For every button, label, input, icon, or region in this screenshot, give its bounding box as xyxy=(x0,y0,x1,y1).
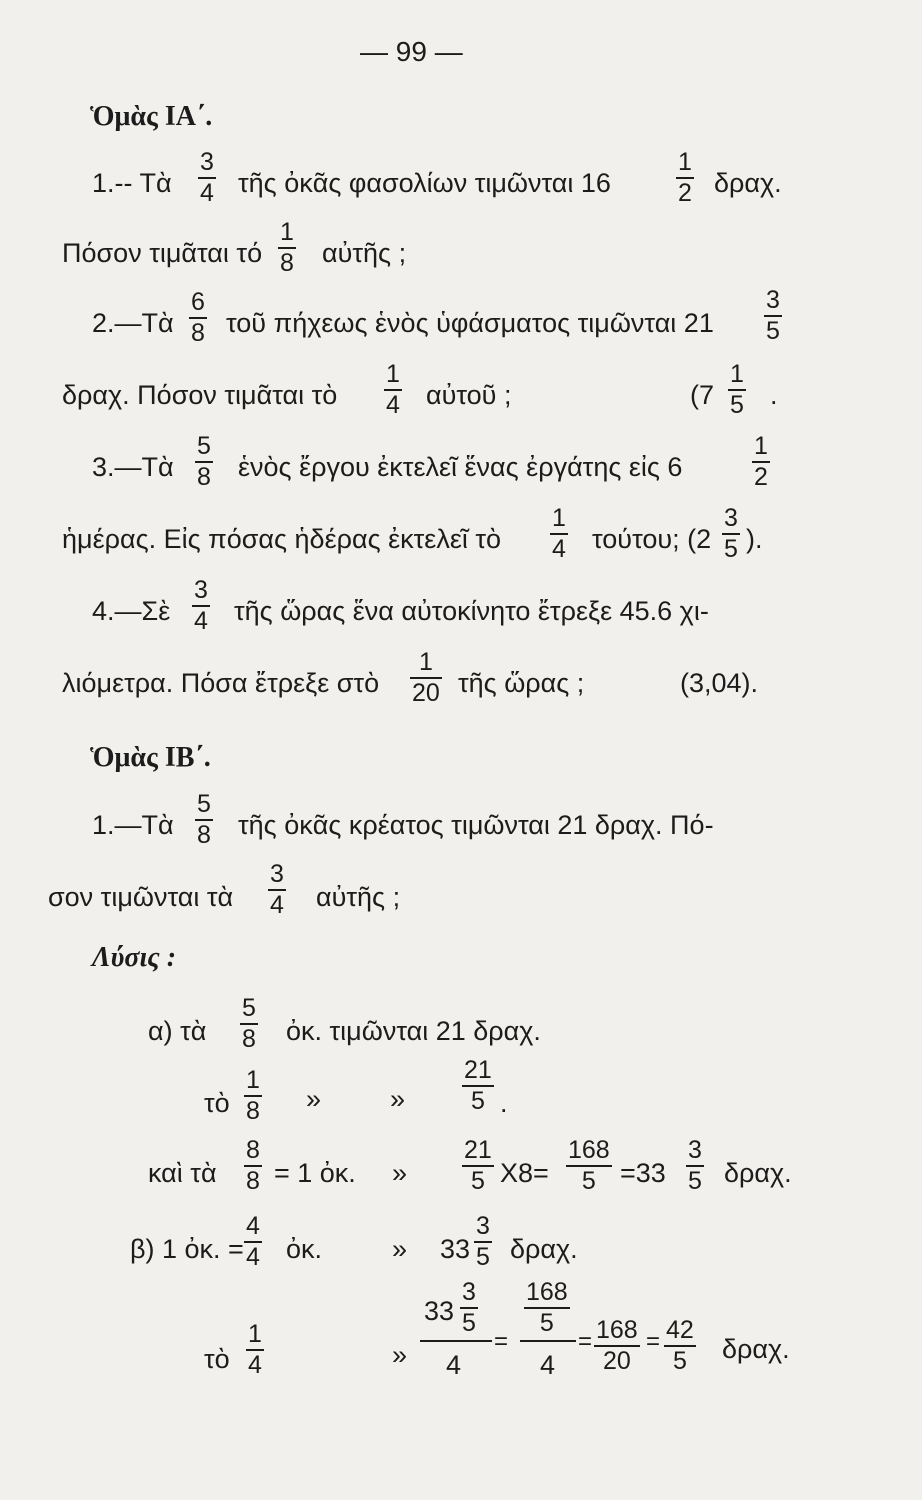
equals-sign: = xyxy=(494,1328,509,1355)
solution-label: Λύσις : xyxy=(92,942,177,973)
problem-b1-number: 1.—Τὰ xyxy=(92,810,174,840)
equals-sign: = xyxy=(646,1328,661,1355)
problem-3-question-end: τούτου; (2 xyxy=(592,524,712,554)
fraction: 168 5 xyxy=(568,1136,610,1195)
ditto-mark: » xyxy=(392,1234,408,1264)
fraction: 3 5 xyxy=(476,1212,490,1271)
fraction: 1 20 xyxy=(412,648,440,707)
fraction: 3 5 xyxy=(724,504,738,563)
compound-denominator: 4 xyxy=(540,1350,556,1380)
fraction: 3 4 xyxy=(194,576,208,635)
fraction: 1 4 xyxy=(552,504,566,563)
problem-2-question: δραχ. Πόσον τιμᾶται τὸ xyxy=(62,380,338,410)
fraction: 1 4 xyxy=(248,1320,262,1379)
problem-b1-question-end: αὐτῆς ; xyxy=(316,882,401,912)
fraction-bar xyxy=(520,1340,576,1342)
ditto-mark: » xyxy=(390,1084,406,1114)
fraction: 168 20 xyxy=(596,1316,638,1375)
problem-3-answer-end: ). xyxy=(746,524,763,554)
solution-a-label: α) τὰ xyxy=(148,1016,207,1046)
fraction: 3 4 xyxy=(270,860,284,919)
compound-denominator: 4 xyxy=(446,1350,462,1380)
ditto-mark: » xyxy=(306,1084,322,1114)
solution-e-unit: δραχ. xyxy=(722,1334,790,1364)
solution-b-label: τὸ xyxy=(204,1088,230,1118)
problem-4-question-end: τῆς ὥρας ; xyxy=(458,668,585,698)
section-title-group-a: Ὁμὰς ΙΑ΄. xyxy=(90,101,213,132)
fraction: 3 4 xyxy=(200,148,214,207)
problem-1-number: 1.-- Τὰ xyxy=(92,168,172,198)
problem-2-answer-end: . xyxy=(770,380,778,410)
fraction: 3 5 xyxy=(462,1278,476,1337)
fraction: 8 8 xyxy=(246,1136,260,1195)
fraction: 5 8 xyxy=(197,432,211,491)
fraction: 21 5 xyxy=(464,1136,492,1195)
solution-c-times: X8= xyxy=(500,1158,549,1188)
problem-4-question: λιόμετρα. Πόσα ἔτρεξε στὸ xyxy=(62,668,380,698)
fraction: 1 2 xyxy=(754,432,768,491)
fraction: 3 5 xyxy=(766,286,780,345)
problem-2-question-end: αὐτοῦ ; xyxy=(426,380,512,410)
problem-4-number: 4.—Σὲ xyxy=(92,596,171,626)
solution-c-unit: δραχ. xyxy=(724,1158,792,1188)
solution-d-unit: δραχ. xyxy=(510,1234,578,1264)
problem-3-text: ἑνὸς ἔργου ἐκτελεῖ ἕνας ἐργάτης εἰς 6 xyxy=(238,452,683,482)
problem-1-question: Πόσον τιμᾶται τό xyxy=(62,238,263,268)
solution-c-eq2: =33 xyxy=(620,1158,666,1188)
problem-1-text: τῆς ὀκᾶς φασολίων τιμῶνται 16 xyxy=(238,168,611,198)
solution-c-label: καὶ τὰ xyxy=(148,1158,217,1188)
problem-b1-text: τῆς ὀκᾶς κρέατος τιμῶνται 21 δραχ. Πό- xyxy=(238,810,714,840)
fraction: 5 8 xyxy=(197,790,211,849)
section-title-group-b: Ὁμὰς ΙΒ΄. xyxy=(90,742,211,773)
solution-b-dot: . xyxy=(500,1088,508,1118)
problem-1-unit: δραχ. xyxy=(714,168,782,198)
fraction: 1 2 xyxy=(678,148,692,207)
fraction: 3 5 xyxy=(688,1136,702,1195)
equals-sign: = xyxy=(578,1328,593,1355)
fraction: 6 8 xyxy=(191,288,205,347)
problem-2-number: 2.—Τὰ xyxy=(92,308,174,338)
compound-numerator-whole: 33 xyxy=(424,1296,455,1326)
ditto-mark: » xyxy=(392,1340,408,1370)
problem-2-text: τοῦ πήχεως ἑνὸς ὑφάσματος τιμῶνται 21 xyxy=(226,308,714,338)
fraction: 4 4 xyxy=(246,1212,260,1271)
problem-3-question: ἡμέρας. Εἰς πόσας ἡδέρας ἐκτελεῖ τὸ xyxy=(62,524,502,554)
fraction: 42 5 xyxy=(666,1316,694,1375)
solution-d-value: 33 xyxy=(440,1234,471,1264)
solution-d-text: ὀκ. xyxy=(286,1234,323,1264)
fraction: 1 8 xyxy=(280,218,294,277)
fraction: 1 5 xyxy=(730,360,744,419)
fraction: 168 5 xyxy=(526,1278,568,1337)
page-number: — 99 — xyxy=(360,36,463,67)
problem-4-answer: (3,04). xyxy=(680,668,759,698)
problem-3-number: 3.—Τὰ xyxy=(92,452,174,482)
fraction-bar xyxy=(420,1340,492,1342)
solution-d-label: β) 1 ὀκ. = xyxy=(130,1234,244,1264)
problem-1-question-end: αὐτῆς ; xyxy=(322,238,407,268)
solution-e-label: τὸ xyxy=(204,1344,230,1374)
fraction: 5 8 xyxy=(242,994,256,1053)
fraction: 21 5 xyxy=(464,1056,492,1115)
problem-4-text: τῆς ὥρας ἕνα αὐτοκίνητο ἔτρεξε 45.6 χι- xyxy=(234,596,709,626)
problem-b1-question: σον τιμῶνται τὰ xyxy=(48,882,234,912)
ditto-mark: » xyxy=(392,1158,408,1188)
solution-c-eq: = 1 ὀκ. xyxy=(274,1158,356,1188)
solution-a-text: ὀκ. τιμῶνται 21 δραχ. xyxy=(286,1016,541,1046)
fraction: 1 8 xyxy=(246,1066,260,1125)
problem-2-answer: (7 xyxy=(690,380,715,410)
fraction: 1 4 xyxy=(386,360,400,419)
